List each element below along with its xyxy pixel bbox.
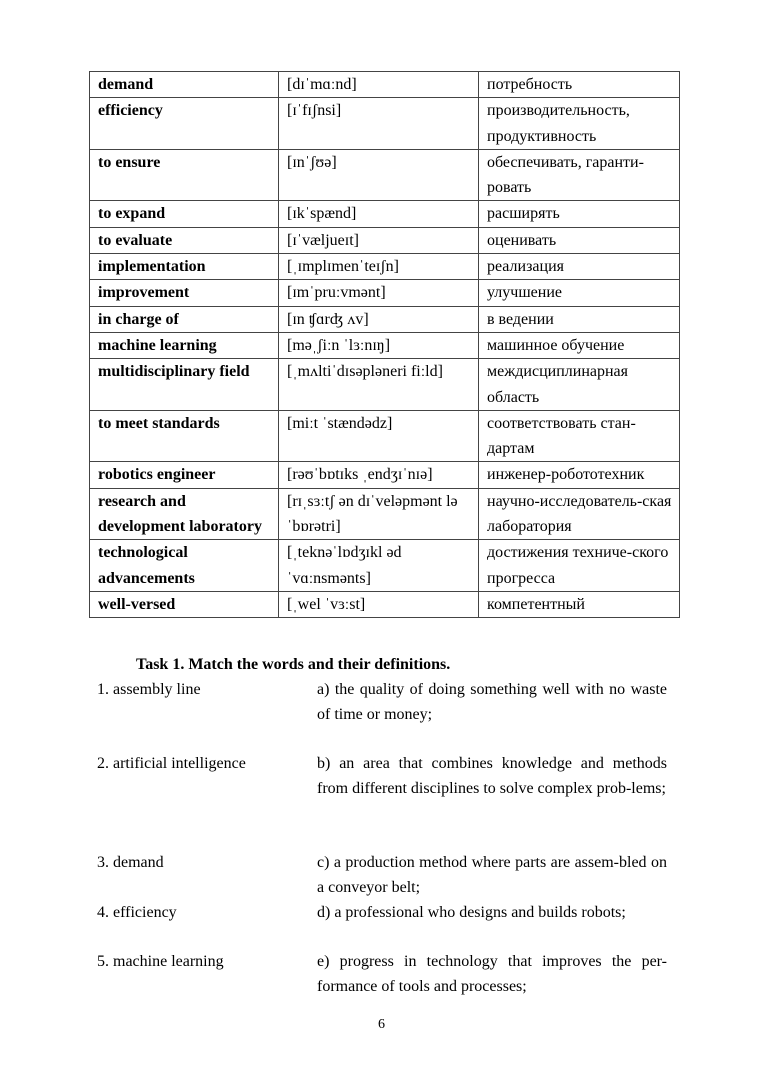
term-cell: machine learning (90, 332, 279, 358)
table-row (90, 488, 680, 540)
transcription-cell: [rɪˌsɜːtʃ ən dɪˈveləpmənt ləˈbɒrətri] (279, 488, 479, 540)
match-definition: b) an area that combines knowledge and methods from different disciplines to solve complex prob-lems; (317, 755, 667, 797)
term-cell: improvement (90, 280, 279, 306)
table-row (90, 98, 680, 150)
match-definition: e) progress in technology that improves the per-formance of tools and processes; (317, 953, 667, 995)
table-row (90, 306, 680, 332)
match-word: 5. machine learning (97, 953, 224, 970)
transcription-cell: [ˌɪmplɪmenˈteɪʃn] (279, 254, 479, 280)
term-cell: robotics engineer (90, 462, 279, 488)
transcription-cell: [ˌteknəˈlɒdʒɪkl ədˈvɑːnsmənts] (279, 540, 479, 592)
translation-cell: в ведении (479, 306, 680, 332)
term-cell: demand (90, 72, 279, 98)
translation-cell: компетентный (479, 591, 680, 617)
match-word: 4. efficiency (97, 904, 177, 921)
translation-cell: научно-исследователь-ская лаборатория (479, 488, 680, 540)
translation-cell: машинное обучение (479, 332, 680, 358)
term-cell: technological advancements (90, 540, 279, 592)
table-row (90, 72, 680, 98)
table-row (90, 227, 680, 253)
transcription-cell: [miːt ˈstændədz] (279, 410, 479, 462)
page-number: 6 (378, 1017, 385, 1032)
translation-cell: улучшение (479, 280, 680, 306)
term-cell: well-versed (90, 591, 279, 617)
table-row (90, 149, 680, 201)
translation-cell: соответствовать стан-дартам (479, 410, 680, 462)
term-cell: to expand (90, 201, 279, 227)
transcription-cell: [rəʊˈbɒtɪks ˌendʒɪˈnɪə] (279, 462, 479, 488)
task-title: Task 1. Match the words and their definitions. (136, 656, 451, 673)
term-cell: to evaluate (90, 227, 279, 253)
table-row (90, 201, 680, 227)
vocabulary-table (89, 71, 680, 618)
term-cell: efficiency (90, 98, 279, 150)
table-row (90, 332, 680, 358)
transcription-cell: [ˌwel ˈvɜːst] (279, 591, 479, 617)
transcription-cell: [ɪˈvæljueɪt] (279, 227, 479, 253)
transcription-cell: [məˌʃiːn ˈlɜːnɪŋ] (279, 332, 479, 358)
match-definition: c) a production method where parts are assem-bled on a conveyor belt; (317, 854, 667, 896)
transcription-cell: [dɪˈmɑːnd] (279, 72, 479, 98)
term-cell: to meet standards (90, 410, 279, 462)
transcription-cell: [ɪmˈpruːvmənt] (279, 280, 479, 306)
table-row (90, 359, 680, 411)
transcription-cell: [ɪˈfɪʃnsi] (279, 98, 479, 150)
term-cell: implementation (90, 254, 279, 280)
translation-cell: оценивать (479, 227, 680, 253)
table-row (90, 591, 680, 617)
table-row (90, 462, 680, 488)
transcription-cell: [ɪkˈspænd] (279, 201, 479, 227)
match-definition: d) a professional who designs and builds robots; (317, 904, 626, 921)
term-cell: to ensure (90, 149, 279, 201)
translation-cell: реализация (479, 254, 680, 280)
translation-cell: инженер-робототехник (479, 462, 680, 488)
table-row (90, 540, 680, 592)
translation-cell: достижения техниче-ского прогресса (479, 540, 680, 592)
match-word: 2. artificial intelligence (97, 755, 246, 772)
translation-cell: обеспечивать, гаранти-ровать (479, 149, 680, 201)
match-word: 3. demand (97, 854, 164, 871)
term-cell: multidisciplinary field (90, 359, 279, 411)
transcription-cell: [ɪn ʧɑrʤ ʌv] (279, 306, 479, 332)
translation-cell: потребность (479, 72, 680, 98)
match-definition: a) the quality of doing something well with no waste of time or money; (317, 681, 667, 723)
translation-cell: междисциплинарная область (479, 359, 680, 411)
table-row (90, 410, 680, 462)
translation-cell: производительность, продуктивность (479, 98, 680, 150)
term-cell: in charge of (90, 306, 279, 332)
table-row (90, 254, 680, 280)
transcription-cell: [ˌmʌltiˈdɪsəpləneri fiːld] (279, 359, 479, 411)
term-cell: research and development laboratory (90, 488, 279, 540)
table-row (90, 280, 680, 306)
match-word: 1. assembly line (97, 681, 201, 698)
translation-cell: расширять (479, 201, 680, 227)
transcription-cell: [ɪnˈʃʊə] (279, 149, 479, 201)
